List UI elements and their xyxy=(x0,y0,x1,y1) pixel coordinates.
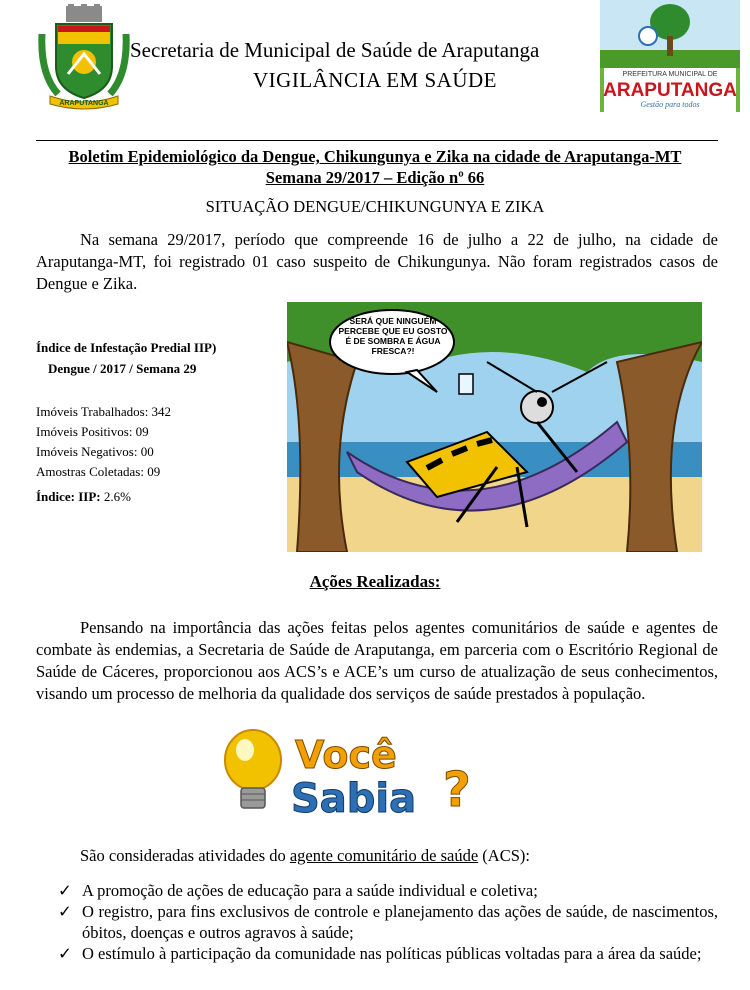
municipal-crest xyxy=(38,4,130,112)
checkmark-icon: ✓ xyxy=(58,881,72,900)
prefeitura-slogan: Gestão para todos xyxy=(640,100,700,109)
prefeitura-line2: ARAPUTANGA xyxy=(603,80,737,101)
header-title: Secretaria de Municipal de Saúde de Araputanga xyxy=(130,38,540,62)
header-divider xyxy=(36,140,718,141)
acs-activities-list xyxy=(58,880,718,964)
list-item: ✓ O registro, para fins exclusivos de controle e planejamento das ações de saúde, de nascimentos, óbitos, doenças e outros agravos à saúde; xyxy=(58,902,718,942)
iip-label: Índice: IIP: xyxy=(36,489,101,504)
stat-positive: Imóveis Positivos: 09 xyxy=(36,424,149,439)
prefeitura-line1: PREFEITURA MUNICIPAL DE xyxy=(622,71,718,78)
sabia-text: Sabia xyxy=(291,776,417,818)
acs-link: agente comunitário de saúde xyxy=(289,846,479,865)
voce-text: Você xyxy=(295,733,397,777)
list-item: ✓ O estímulo à participação da comunidade nas políticas públicas voltadas para a área da saúde; xyxy=(58,944,702,963)
stat-worked: Imóveis Trabalhados: 342 xyxy=(36,404,172,419)
cartoon-speech: SERÁ QUE NINGUÉM PERCEBE QUE EU GOSTO É DE SOMBRA E ÁGUA FRESCA?! xyxy=(338,316,448,356)
question-mark-icon: ? xyxy=(443,762,471,818)
list-item: ✓ A promoção de ações de educação para a saúde individual e coletiva; xyxy=(58,881,538,900)
bulletin-edition: Semana 29/2017 – Edição nº 66 xyxy=(265,168,485,187)
actions-heading: Ações Realizadas: xyxy=(309,572,441,591)
crest-banner-text: ARAPUTANGA xyxy=(59,100,109,107)
index-heading: Índice de Infestação Predial IIP) xyxy=(36,340,217,355)
stat-negative: Imóveis Negativos: 00 xyxy=(36,444,154,459)
mosquito-cartoon xyxy=(287,302,702,552)
checkmark-icon: ✓ xyxy=(58,902,72,921)
acs-intro: São consideradas atividades do agente comunitário de saúde (ACS): xyxy=(80,846,530,865)
bulletin-title: Boletim Epidemiológico da Dengue, Chikungunya e Zika na cidade de Araputanga-MT xyxy=(68,147,682,166)
situation-heading: SITUAÇÃO DENGUE/CHIKUNGUNYA E ZIKA xyxy=(205,197,545,216)
actions-paragraph: Pensando na importância das ações feitas pelos agentes comunitários de saúde e agentes de combate às endemias, a Secretaria de Saúde de Araputanga, em parceria com o Escritório Regional de Saúde de Cáceres, proporcionou aos ACS’s e ACE’s um curso de atualização de seus conhecimentos, visando um processo de melhoria da qualidade dos serviços de saúde prestados à população. xyxy=(36,618,718,703)
iip-index xyxy=(36,489,131,505)
intro-paragraph: Na semana 29/2017, período que compreende 16 de julho a 22 de julho, na cidade de Araputanga-MT, foi registrado 01 caso suspeito de Chikungunya. Não foram registrados casos de Dengue e Zika. xyxy=(36,230,718,293)
iip-value: 2.6% xyxy=(103,489,131,504)
checkmark-icon: ✓ xyxy=(58,944,72,963)
voce-sabia-banner xyxy=(215,722,505,818)
header-subtitle: VIGILÂNCIA EM SAÚDE xyxy=(253,68,497,92)
stat-samples: Amostras Coletadas: 09 xyxy=(36,464,161,479)
index-subheading: Dengue / 2017 / Semana 29 xyxy=(48,361,197,376)
prefeitura-logo xyxy=(600,0,740,112)
